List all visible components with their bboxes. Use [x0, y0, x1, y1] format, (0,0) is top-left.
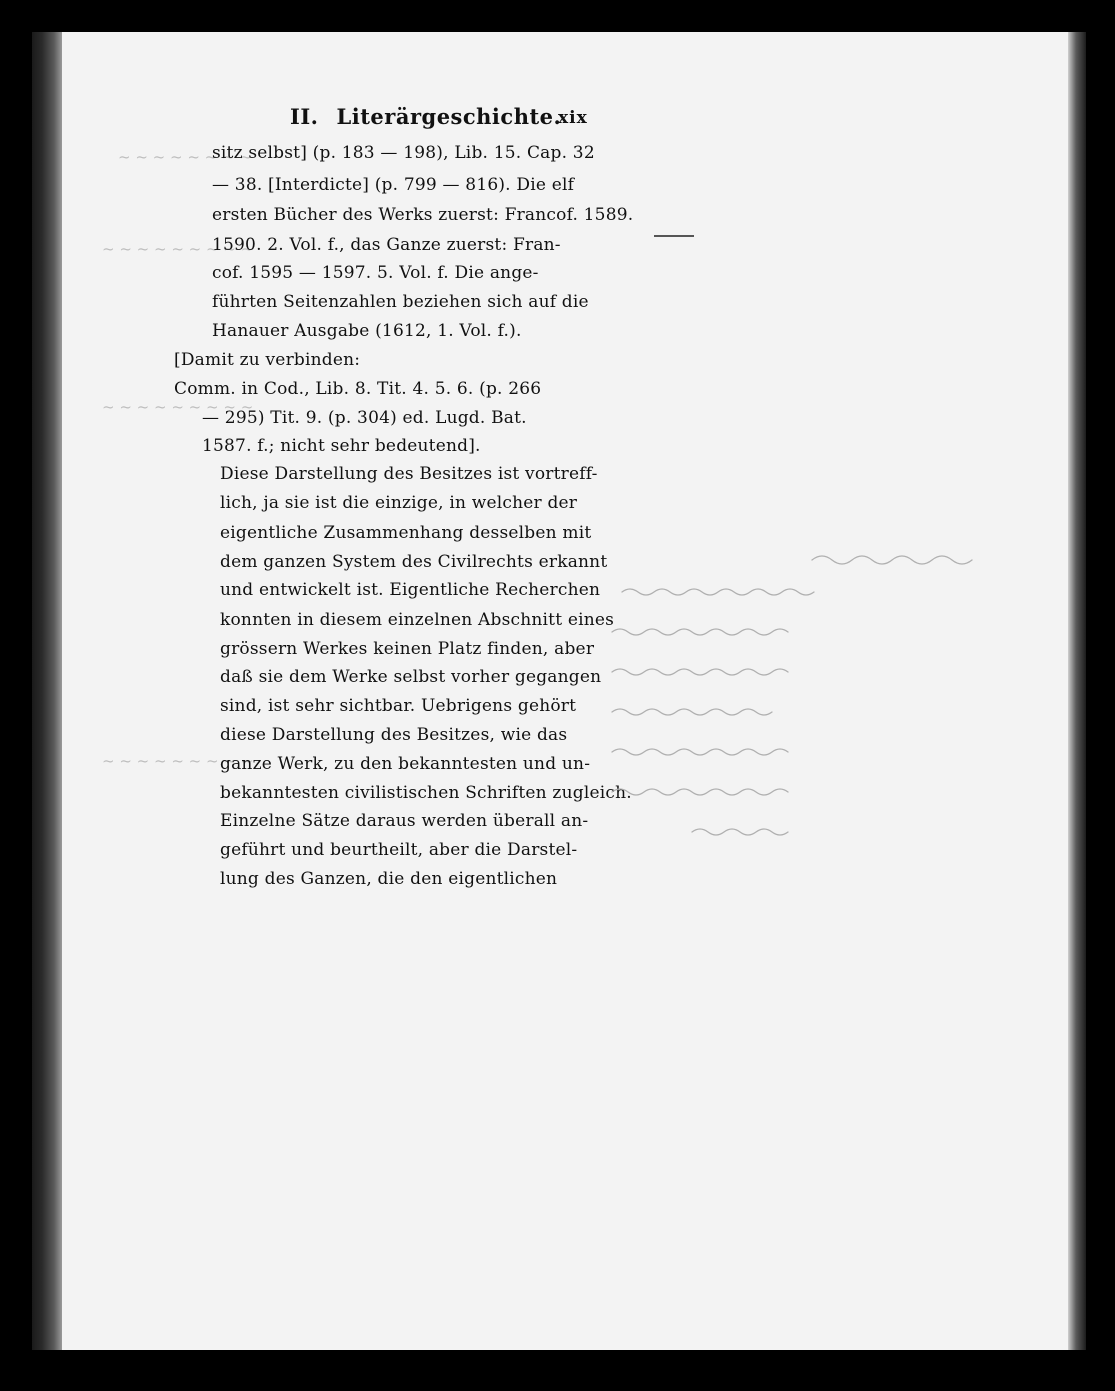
handwritten-pencil-note: [572, 532, 1042, 872]
text-line: sind, ist sehr sichtbar. Uebrigens gehört: [220, 696, 577, 716]
text-line: geführt und beurtheilt, aber die Darstel-: [220, 840, 578, 860]
text-line: 1587. f.; nicht sehr bedeutend].: [202, 436, 481, 456]
text-line: cof. 1595 — 1597. 5. Vol. f. Die ange-: [212, 263, 539, 283]
section-title: Literärgeschichte.: [336, 104, 562, 129]
bleed-through-text: ~ ~ ~ ~ ~ ~ ~ ~ ~: [102, 398, 254, 416]
text-line: ganze Werk, zu den bekanntesten und un-: [220, 754, 591, 774]
text-line: [Damit zu verbinden:: [174, 350, 361, 370]
text-line: sitz selbst] (p. 183 — 198), Lib. 15. Cap. 32: [212, 143, 595, 163]
pencil-mark: [654, 235, 694, 237]
scan-frame: [32, 32, 1086, 1350]
section-number: II.: [290, 104, 319, 129]
text-line: daß sie dem Werke selbst vorher gegangen: [220, 667, 602, 687]
text-line: und entwickelt ist. Eigentliche Recherchen: [220, 580, 601, 600]
text-line: — 38. [Interdicte] (p. 799 — 816). Die elf: [212, 175, 575, 195]
text-line: diese Darstellung des Besitzes, wie das: [220, 725, 568, 745]
bleed-through-text: ~ ~ ~ ~ ~ ~ ~ ~: [118, 148, 252, 166]
text-line: Einzelne Sätze daraus werden überall an-: [220, 811, 589, 831]
bleed-through-text: ~ ~ ~ ~ ~ ~ ~ ~ ~: [102, 240, 254, 258]
text-line: führten Seitenzahlen beziehen sich auf die: [212, 292, 589, 312]
text-line: grössern Werkes keinen Platz finden, aber: [220, 639, 595, 659]
text-line: Comm. in Cod., Lib. 8. Tit. 4. 5. 6. (p. 266: [174, 379, 542, 399]
text-line: dem ganzen System des Civilrechts erkannt: [220, 552, 608, 572]
text-line: konnten in diesem einzelnen Abschnitt eines: [220, 610, 615, 630]
page-number: xix: [558, 108, 588, 128]
bleed-through-text: ~ ~ ~ ~ ~ ~ ~ ~ ~: [102, 752, 254, 770]
text-line: lung des Ganzen, die den eigentlichen: [220, 869, 558, 889]
running-head: [290, 104, 561, 129]
text-line: Diese Darstellung des Besitzes ist vortreff-: [220, 464, 598, 484]
book-page: [62, 32, 1068, 1350]
text-line: eigentliche Zusammenhang desselben mit: [220, 523, 592, 543]
text-line: Hanauer Ausgabe (1612, 1. Vol. f.).: [212, 321, 522, 341]
page-right-edge-shadow: [1068, 32, 1086, 1350]
text-line: lich, ja sie ist die einzige, in welcher der: [220, 493, 578, 513]
text-line: bekanntesten civilistischen Schriften zugleich.: [220, 783, 632, 803]
text-line: 1590. 2. Vol. f., das Ganze zuerst: Fran-: [212, 235, 561, 255]
text-line: — 295) Tit. 9. (p. 304) ed. Lugd. Bat.: [202, 408, 527, 428]
text-line: ersten Bücher des Werks zuerst: Francof. 1589.: [212, 205, 634, 225]
book-spine-shadow: [32, 32, 62, 1350]
